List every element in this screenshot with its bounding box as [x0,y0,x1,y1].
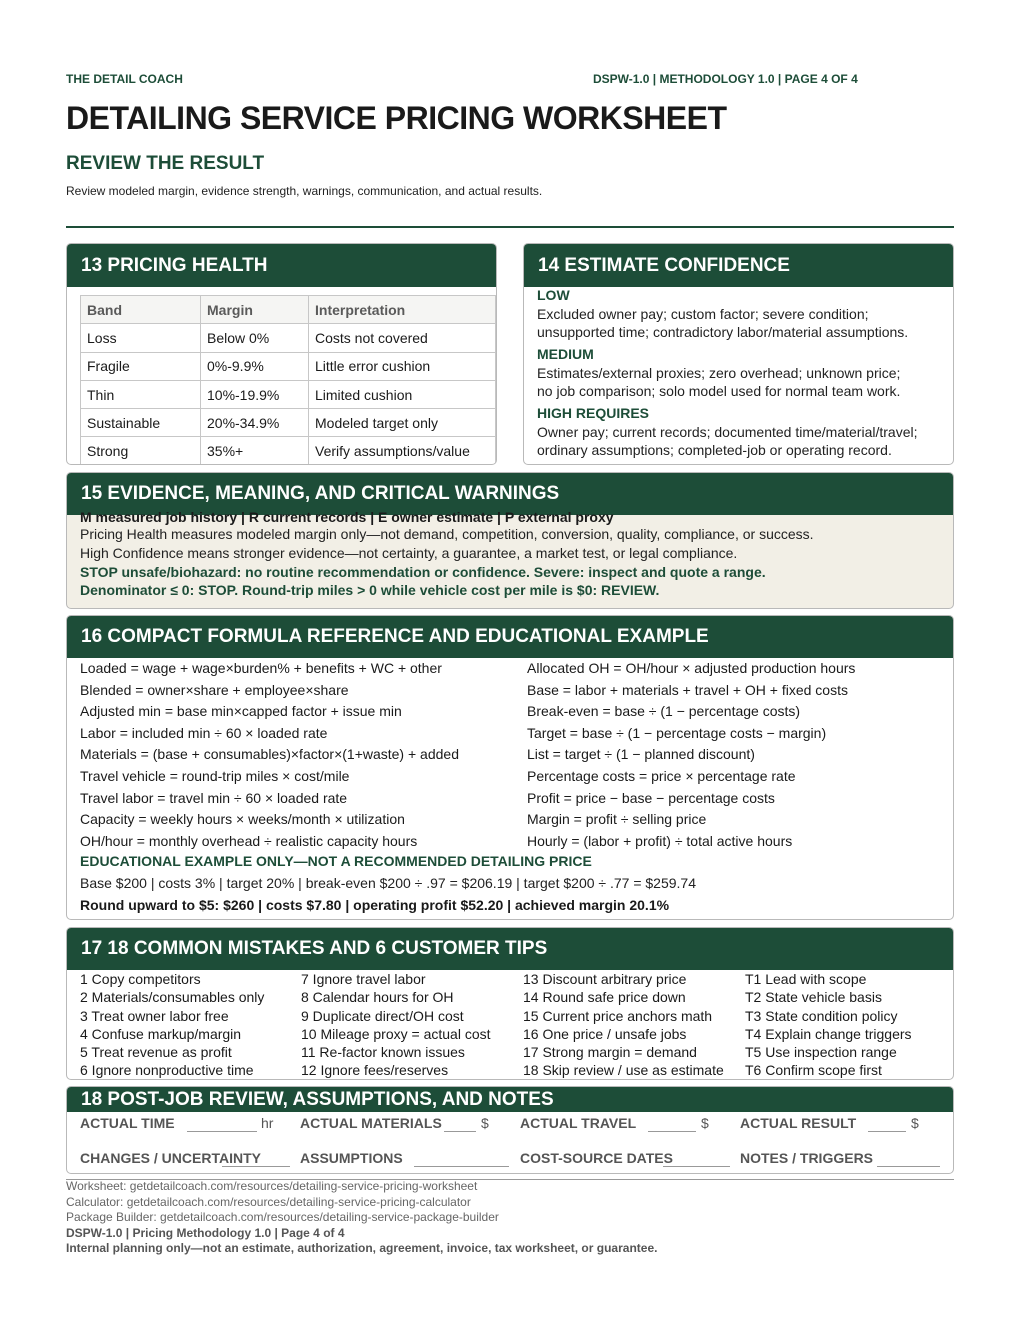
actual-travel-label: ACTUAL TRAVEL [520,1115,637,1131]
evidence-warnings-card [66,472,954,609]
table-row [81,324,496,352]
confidence-levels [537,286,947,460]
list-item: 14 Round safe price down [523,989,686,1006]
list-item: 17 Strong margin = demand [523,1044,697,1061]
confidence-level-label: MEDIUM [537,346,594,362]
pricing-health-card [66,243,497,465]
list-item: T1 Lead with scope [745,971,867,987]
table-cell: Strong [81,437,201,465]
table-cell: Costs not covered [309,324,496,352]
cost-source-dates-field[interactable] [663,1153,730,1167]
list-item: 11 Re-factor known issues [301,1044,465,1061]
formula-item: Blended = owner×share + employee×share [80,681,349,698]
table-cell: 20%-34.9% [201,409,309,437]
mistakes-tips-card [66,927,954,1080]
cost-source-dates-label: COST-SOURCE DATES [520,1150,673,1166]
table-cell: Verify assumptions/value [309,437,496,465]
table-cell: Thin [81,380,201,408]
page-identifier: DSPW-1.0 | METHODOLOGY 1.0 | PAGE 4 OF 4 [593,72,858,86]
formula-item: Hourly = (labor + profit) ÷ total active hours [527,832,793,849]
changes-uncertainty-field[interactable] [222,1153,290,1167]
formula-item: Allocated OH = OH/hour × adjusted production hours [527,660,856,676]
footer-disclaimer: Internal planning only—not an estimate, authorization, agreement, invoice, tax worksheet, or guarantee. [66,1241,658,1255]
evidence-body [80,509,940,599]
mistakes-column [523,970,724,1080]
actual-time-field[interactable] [187,1118,257,1132]
list-item: 10 Mileage proxy = actual cost [301,1025,491,1042]
actual-result-field[interactable] [868,1118,906,1132]
table-cell: Sustainable [81,409,201,437]
educational-example [80,850,940,916]
mistakes-column [80,970,264,1080]
formula-item: Percentage costs = price × percentage rate [527,767,796,784]
actual-result-unit: $ [911,1115,919,1131]
confidence-level-text: Owner pay; current records; documented time/material/travel; ordinary assumptions; completed-job or operating record. [537,424,918,458]
formula-item: List = target ÷ (1 − planned discount) [527,746,755,763]
table-cell: Below 0% [201,324,309,352]
list-item: 18 Skip review / use as estimate [523,1062,724,1079]
table-row [81,352,496,380]
list-item: 6 Ignore nonproductive time [80,1062,254,1079]
confidence-level-text: Estimates/external proxies; zero overhead; unknown price; no job comparison; solo model used for normal team work. [537,365,901,399]
formula-item: Labor = included min ÷ 60 × loaded rate [80,724,328,741]
table-cell: Modeled target only [309,409,496,437]
formula-item: Base = labor + materials + travel + OH + fixed costs [527,681,848,698]
estimate-confidence-heading: 14 ESTIMATE CONFIDENCE [524,244,953,287]
assumptions-field[interactable] [414,1153,509,1167]
formula-item: Loaded = wage + wage×burden% + benefits + WC + other [80,660,442,676]
evidence-heading: 15 EVIDENCE, MEANING, AND CRITICAL WARNINGS [67,473,953,515]
list-item: 15 Current price anchors math [523,1007,713,1024]
formula-list-left [80,658,520,852]
confidence-level-label: HIGH REQUIRES [537,405,650,421]
actual-result-label: ACTUAL RESULT [740,1115,857,1131]
notes-triggers-field[interactable] [877,1153,940,1167]
confidence-level-text: Excluded owner pay; custom factor; severe condition; unsupported time; contradictory labor/material assumptions. [537,306,909,340]
table-cell: Fragile [81,352,201,380]
list-item: 2 Materials/consumables only [80,989,265,1006]
list-item: T5 Use inspection range [745,1044,897,1061]
critical-warning: Denominator ≤ 0: STOP. Round-trip miles > 0 while vehicle cost per mile is $0: REVIEW. [80,582,660,598]
brand-name: THE DETAIL COACH [66,72,183,86]
formula-item: Profit = price − base − percentage costs [527,789,775,806]
formula-item: Materials = (base + consumables)×factor×(1+waste) + added [80,746,459,763]
mistakes-heading: 17 18 COMMON MISTAKES AND 6 CUSTOMER TIPS [67,928,953,970]
pricing-health-table [80,295,496,465]
actual-travel-unit: $ [701,1115,709,1131]
list-item: 16 One price / unsafe jobs [523,1025,687,1042]
formula-item: Target = base ÷ (1 − percentage costs − margin) [527,724,827,741]
formula-item: OH/hour = monthly overhead ÷ realistic capacity hours [80,832,418,849]
list-item: T3 State condition policy [745,1007,898,1024]
confidence-level-label: LOW [537,287,570,303]
post-job-review-card [66,1086,954,1174]
list-item: 9 Duplicate direct/OH cost [301,1007,464,1024]
intro-text: Review modeled margin, evidence strength, warnings, communication, and actual results. [66,184,543,198]
column-header: Band [81,296,201,324]
actual-time-unit: hr [261,1115,274,1131]
page-header [66,72,954,88]
table-cell: 35%+ [201,437,309,465]
worksheet-link[interactable]: Worksheet: getdetailcoach.com/resources/detailing-service-pricing-worksheet [66,1179,478,1193]
tips-column [745,970,912,1080]
post-job-heading: 18 POST-JOB REVIEW, ASSUMPTIONS, AND NOTES [67,1087,953,1112]
evidence-text: High Confidence means stronger evidence—not certainty, a guarantee, a market test, or legal compliance. [80,545,738,561]
estimate-confidence-card [523,243,954,465]
list-item: 13 Discount arbitrary price [523,971,687,987]
footer-page-id: DSPW-1.0 | Pricing Methodology 1.0 | Page 4 of 4 [66,1225,345,1240]
table-row [81,380,496,408]
evidence-legend: M measured job history | R current records | E owner estimate | P external proxy [80,509,614,525]
list-item: 3 Treat owner labor free [80,1007,229,1024]
table-header-row [81,296,496,324]
formula-reference-card [66,615,954,920]
actual-materials-field[interactable] [444,1118,476,1132]
page-title: DETAILING SERVICE PRICING WORKSHEET [66,100,727,136]
formula-list-right [527,658,947,852]
list-item: 1 Copy competitors [80,971,201,987]
column-header: Margin [201,296,309,324]
table-cell: Loss [81,324,201,352]
formula-item: Capacity = weekly hours × weeks/month × utilization [80,811,405,828]
list-item: 4 Confuse markup/margin [80,1025,242,1042]
formula-heading: 16 COMPACT FORMULA REFERENCE AND EDUCATIONAL EXAMPLE [67,616,953,658]
list-item: 8 Calendar hours for OH [301,989,454,1006]
list-item: 7 Ignore travel labor [301,971,426,987]
list-item: 5 Treat revenue as profit [80,1044,232,1061]
educational-example-calc: Base $200 | costs 3% | target 20% | break-even $200 ÷ .97 = $206.19 | target $200 ÷ .77 = $259.74 [80,875,696,891]
pricing-health-heading: 13 PRICING HEALTH [67,244,496,287]
list-item: 12 Ignore fees/reserves [301,1062,449,1079]
package-builder-link[interactable]: Package Builder: getdetailcoach.com/resources/detailing-service-package-builder [66,1210,499,1224]
column-header: Interpretation [309,296,496,324]
table-row [81,437,496,465]
critical-warning: STOP unsafe/biohazard: no routine recommendation or confidence. Severe: inspect and quote a range. [80,564,766,580]
calculator-link[interactable]: Calculator: getdetailcoach.com/resources/detailing-service-pricing-calculator [66,1194,471,1209]
actual-travel-field[interactable] [648,1118,696,1132]
header-divider [66,226,954,228]
formula-item: Adjusted min = base min×capped factor + issue min [80,703,402,720]
assumptions-label: ASSUMPTIONS [300,1150,403,1166]
table-cell: 0%-9.9% [201,352,309,380]
formula-item: Break-even = base ÷ (1 − percentage costs) [527,703,801,720]
formula-item: Travel labor = travel min ÷ 60 × loaded rate [80,789,348,806]
educational-example-result: Round upward to $5: $260 | costs $7.80 | operating profit $52.20 | achieved margin 20.1% [80,897,670,913]
list-item: T6 Confirm scope first [745,1062,882,1079]
notes-triggers-label: NOTES / TRIGGERS [740,1150,874,1166]
table-cell: Limited cushion [309,380,496,408]
list-item: T2 State vehicle basis [745,989,882,1006]
mistakes-column [301,970,491,1080]
formula-item: Travel vehicle = round-trip miles × cost/mile [80,767,350,784]
page-footer [66,1179,657,1257]
formula-item: Margin = profit ÷ selling price [527,811,707,828]
changes-uncertainty-label: CHANGES / UNCERTAINTY [80,1150,261,1166]
table-cell: Little error cushion [309,352,496,380]
educational-example-label: EDUCATIONAL EXAMPLE ONLY—NOT A RECOMMENDED DETAILING PRICE [80,853,592,869]
evidence-text: Pricing Health measures modeled margin only—not demand, competition, conversion, quality, compliance, or success. [80,526,814,542]
table-cell: 10%-19.9% [201,380,309,408]
table-row [81,409,496,437]
actual-materials-unit: $ [481,1115,489,1131]
actual-materials-label: ACTUAL MATERIALS [300,1115,442,1131]
section-subtitle: REVIEW THE RESULT [66,153,265,174]
actual-time-label: ACTUAL TIME [80,1115,175,1131]
list-item: T4 Explain change triggers [745,1025,912,1042]
